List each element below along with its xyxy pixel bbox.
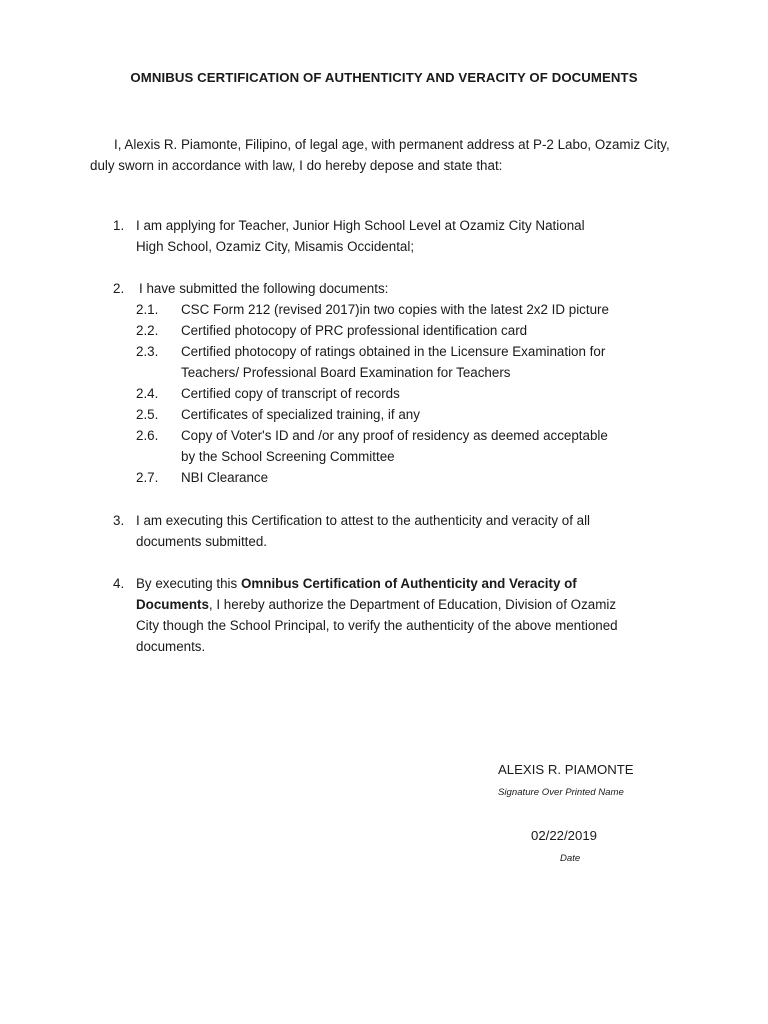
item-line: [136, 573, 693, 594]
item-line: City though the School Principal, to verify the authenticity of the above mentioned: [136, 618, 618, 633]
sub-item-2-3: [136, 341, 696, 383]
sub-item-text: Teachers/ Professional Board Examination for Teachers: [181, 365, 511, 380]
item-line: [136, 594, 693, 615]
item-number: 1.: [113, 218, 125, 233]
sub-item-text: NBI Clearance: [181, 470, 269, 485]
sub-item-text: Certified copy of transcript of records: [181, 386, 400, 401]
document-title: OMNIBUS CERTIFICATION OF AUTHENTICITY AND VERACITY OF DOCUMENTS: [130, 70, 638, 85]
item-line: I have submitted the following documents:: [139, 281, 389, 296]
sub-item-2-5: [136, 404, 696, 425]
intro-paragraph: [90, 134, 690, 176]
item-line: I am executing this Certification to attest to the authenticity and veracity of all: [136, 513, 591, 528]
sub-item-number: 2.7.: [136, 470, 159, 485]
item-line: documents.: [136, 639, 206, 654]
item-text: , I hereby authorize the Department of Education, Division of Ozamiz: [208, 597, 617, 612]
list-item-3: [113, 510, 693, 552]
item-line: High School, Ozamiz City, Misamis Occidental;: [136, 239, 415, 254]
item-text: By executing this: [136, 576, 241, 591]
item-line: documents submitted.: [136, 534, 267, 549]
sub-item-text: Certified photocopy of ratings obtained in the Licensure Examination for: [181, 344, 606, 359]
item-number: 2.: [113, 281, 125, 296]
sub-item-2-1: [136, 299, 696, 320]
sub-item-number: 2.3.: [136, 344, 159, 359]
sub-item-number: 2.6.: [136, 428, 159, 443]
sub-item-text: Copy of Voter's ID and /or any proof of residency as deemed acceptable: [181, 428, 608, 443]
date-caption: Date: [560, 853, 581, 864]
signatory-name: ALEXIS R. PIAMONTE: [498, 762, 634, 777]
sub-item-text: by the School Screening Committee: [181, 449, 395, 464]
sub-item-2-7: [136, 467, 696, 488]
sub-item-number: 2.5.: [136, 407, 159, 422]
sub-item-number: 2.4.: [136, 386, 159, 401]
item-bold-text: Omnibus Certification of Authenticity and Veracity of: [240, 576, 577, 591]
intro-text: I, Alexis R. Piamonte, Filipino, of legal age, with permanent address at P-2 Labo, Ozamiz City, duly sworn in accordance with law, I do hereby depose and state that:: [90, 137, 670, 173]
signature-caption: Signature Over Printed Name: [498, 787, 624, 798]
item-number: 4.: [113, 576, 125, 591]
sub-item-text: Certified photocopy of PRC professional identification card: [181, 323, 528, 338]
item-line: I am applying for Teacher, Junior High School Level at Ozamiz City National: [136, 218, 585, 233]
list-item-1: [113, 215, 693, 257]
list-item-2: [113, 278, 693, 299]
list-item-4: [113, 573, 693, 657]
sub-item-number: 2.1.: [136, 302, 159, 317]
date-value: 02/22/2019: [531, 828, 598, 843]
sub-item-2-6: [136, 425, 696, 467]
item-bold-text: Documents: [136, 597, 209, 612]
sub-item-text: CSC Form 212 (revised 2017)in two copies with the latest 2x2 ID picture: [181, 302, 609, 317]
sub-item-text: Certificates of specialized training, if any: [181, 407, 420, 422]
item-number: 3.: [113, 513, 125, 528]
sub-item-2-2: [136, 320, 696, 341]
sub-item-2-4: [136, 383, 696, 404]
sub-item-number: 2.2.: [136, 323, 159, 338]
